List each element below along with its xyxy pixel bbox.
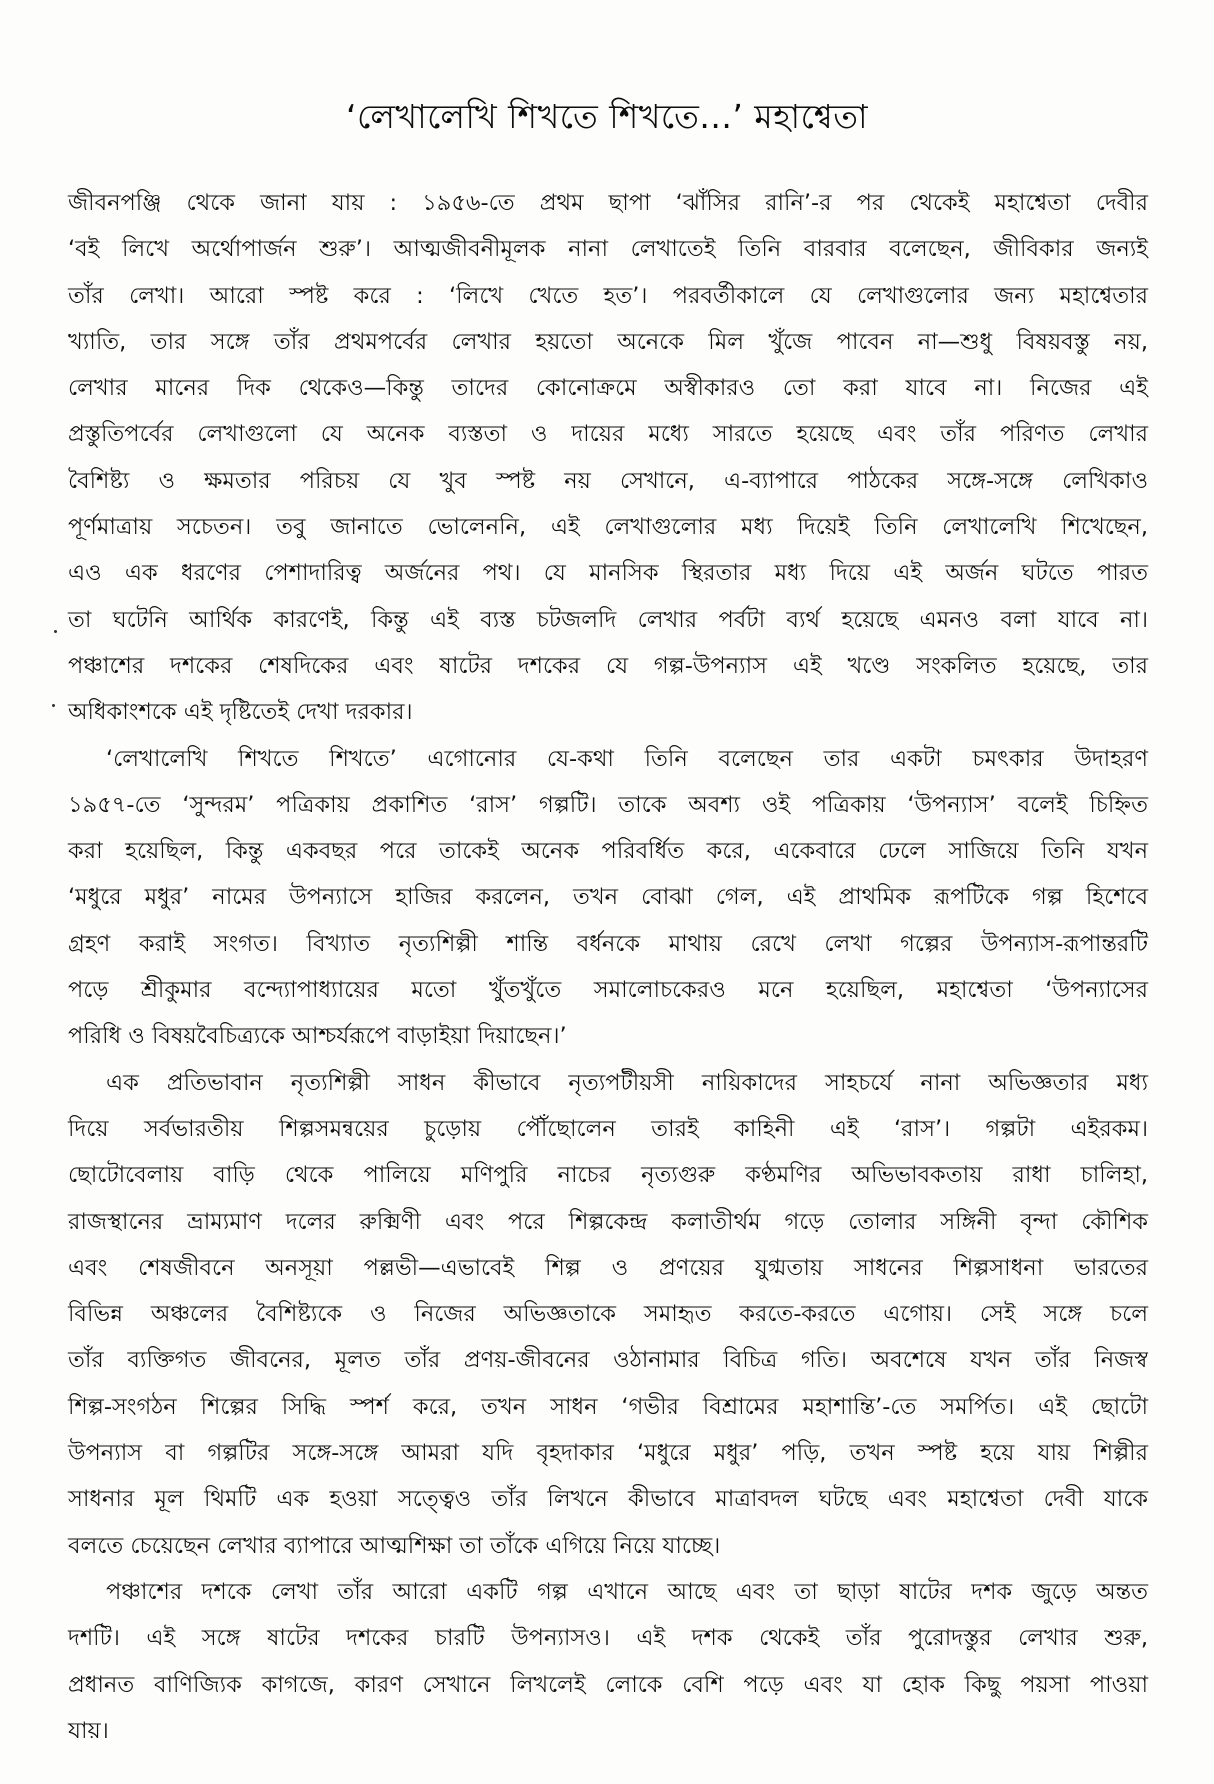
text-line: পঞ্চাশের দশকে লেখা তাঁর আরো একটি গল্প এখানে আছে এবং তা ছাড়া ষাটের দশক জুড়ে অন্তত [106, 1578, 1148, 1605]
text-line: পড়ে শ্রীকুমার বন্দ্যোপাধ্যায়ের মতো খুঁতখুঁতে সমালোচকেরও মনে হয়েছিল, মহাশ্বেতা ‘উপন্যাসের [68, 977, 1148, 1004]
text-line: সাধনার মূল থিমটি এক হওয়া সত্ত্বেও তাঁর লিখনে কীভাবে মাত্রাবদল ঘটছে এবং মহাশ্বেতা দেবী যাকে [68, 1486, 1148, 1513]
text-line: ‘বই লিখে অর্থোপার্জন শুরু’। আত্মজীবনীমূলক নানা লেখাতেই তিনি বারবার বলেছেন, জীবিকার জন্যই [68, 236, 1148, 263]
text-line: রাজস্থানের ভ্রাম্যমাণ দলের রুক্মিণী এবং পরে শিল্পকেন্দ্র কলাতীর্থম গড়ে তোলার সঙ্গিনী বৃন্দা কৌশিক [68, 1208, 1148, 1235]
text-line: ‘লেখালেখি শিখতে শিখতে’ এগোনোর যে-কথা তিনি বলেছেন তার একটা চমৎকার উদাহরণ [106, 745, 1148, 772]
article-body [68, 180, 1148, 1754]
text-line: এক প্রতিভাবান নৃত্যশিল্পী সাধন কীভাবে নৃত্যপটীয়সী নায়িকাদের সাহচর্যে নানা অভিজ্ঞতার মধ্য [106, 1069, 1148, 1096]
paragraph-4 [68, 1569, 1148, 1754]
text-line: তাঁর ব্যক্তিগত জীবনের, মূলত তাঁর প্রণয়-জীবনের ওঠানামার বিচিত্র গতি। অবশেষে যখন তাঁর নিজস্ব [68, 1347, 1148, 1374]
text-line: তাঁর লেখা। আরো স্পষ্ট করে : ‘লিখে খেতে হত’। পরবর্তীকালে যে লেখাগুলোর জন্য মহাশ্বেতার [68, 282, 1148, 309]
text-line: খ্যাতি, তার সঙ্গে তাঁর প্রথমপর্বের লেখার হয়তো অনেকে মিল খুঁজে পাবেন না—শুধু বিষয়বস্তু নয়, [68, 328, 1148, 355]
text-line: বলতে চেয়েছেন লেখার ব্যাপারে আত্মশিক্ষা তা তাঁকে এগিয়ে নিয়ে যাচ্ছে। [68, 1532, 721, 1559]
page-title: ‘লেখালেখি শিখতে শিখতে...’ মহাশ্বেতা [345, 97, 869, 136]
text-line: যায়। [68, 1717, 109, 1744]
text-line: এবং শেষজীবনে অনসূয়া পল্লভী—এভাবেই শিল্প ও প্রণয়ের যুগ্মতায় সাধনের শিল্পসাধনা ভারতের [68, 1254, 1148, 1281]
text-line: ‘মধুরে মধুর’ নামের উপন্যাসে হাজির করলেন, তখন বোঝা গেল, এই প্রাথমিক রূপটিকে গল্প হিশেবে [68, 884, 1148, 911]
text-line: দশটি। এই সঙ্গে ষাটের দশকের চারটি উপন্যাসও। এই দশক থেকেই তাঁর পুরোদস্তুর লেখার শুরু, [68, 1625, 1148, 1652]
text-line: ছোটোবেলায় বাড়ি থেকে পালিয়ে মণিপুরি নাচের নৃত্যগুরু কণ্ঠমণির অভিভাবকতায় রাধা চালিহা, [68, 1162, 1148, 1189]
text-line: লেখার মানের দিক থেকেও—কিন্তু তাদের কোনোক্রমে অস্বীকারও তো করা যাবে না। নিজের এই [68, 375, 1148, 402]
text-line: জীবনপঞ্জি থেকে জানা যায় : ১৯৫৬-তে প্রথম ছাপা ‘ঝাঁসির রানি’-র পর থেকেই মহাশ্বেতা দেবীর [68, 190, 1148, 216]
margin-mark [52, 704, 55, 707]
text-line: প্রস্তুতিপর্বের লেখাগুলো যে অনেক ব্যস্ততা ও দায়ের মধ্যে সারতে হয়েছে এবং তাঁর পরিণত লেখার [68, 421, 1148, 448]
text-line: তা ঘটেনি আর্থিক কারণেই, কিন্তু এই ব্যস্ত চটজলদি লেখার পর্বটা ব্যর্থ হয়েছে এমনও বলা যাবে না। [68, 606, 1148, 633]
text-line: এও এক ধরণের পেশাদারিত্ব অর্জনের পথ। যে মানসিক স্থিরতার মধ্য দিয়ে এই অর্জন ঘটতে পারত [68, 560, 1148, 587]
text-line: পূর্ণমাত্রায় সচেতন। তবু জানাতে ভোলেননি, এই লেখাগুলোর মধ্য দিয়েই তিনি লেখালেখি শিখেছেন, [68, 514, 1148, 541]
margin-mark [54, 630, 57, 633]
text-line: ১৯৫৭-তে ‘সুন্দরম’ পত্রিকায় প্রকাশিত ‘রাস’ গল্পটি। তাকে অবশ্য ওই পত্রিকায় ‘উপন্যাস’ বলেই চিহ্নিত [68, 791, 1148, 818]
text-line: অধিকাংশকে এই দৃষ্টিতেই দেখা দরকার। [68, 699, 413, 726]
paragraph-1 [68, 180, 1148, 736]
text-line: করা হয়েছিল, কিন্তু একবছর পরে তাকেই অনেক পরিবর্ধিত করে, একেবারে ঢেলে সাজিয়ে তিনি যখন [68, 838, 1148, 865]
text-line: উপন্যাস বা গল্পটির সঙ্গে-সঙ্গে আমরা যদি বৃহদাকার ‘মধুরে মধুর’ পড়ি, তখন স্পষ্ট হয়ে যায় শিল্পীর [68, 1440, 1148, 1467]
text-line: গ্রহণ করাই সংগত। বিখ্যাত নৃত্যশিল্পী শান্তি বর্ধনকে মাথায় রেখে লেখা গল্পের উপন্যাস-রূপান্তরটি [68, 930, 1148, 957]
text-line: প্রধানত বাণিজ্যিক কাগজে, কারণ সেখানে লিখলেই লোকে বেশি পড়ে এবং যা হোক কিছু পয়সা পাওয়া [68, 1671, 1148, 1698]
text-line: শিল্প-সংগঠন শিল্পের সিদ্ধি স্পর্শ করে, তখন সাধন ‘গভীর বিশ্রামের মহাশান্তি’-তে সমর্পিত। এই ছোটো [68, 1393, 1148, 1420]
text-line: দিয়ে সর্বভারতীয় শিল্পসমন্বয়ের চুড়োয় পৌঁছোলেন তারই কাহিনী এই ‘রাস’। গল্পটা এইরকম। [68, 1115, 1148, 1142]
paragraph-3 [68, 1060, 1148, 1569]
text-line: বিভিন্ন অঞ্চলের বৈশিষ্ট্যকে ও নিজের অভিজ্ঞতাকে সমাহৃত করতে-করতে এগোয়। সেই সঙ্গে চলে [68, 1301, 1148, 1328]
paragraph-2 [68, 736, 1148, 1060]
text-line: পঞ্চাশের দশকের শেষদিকের এবং ষাটের দশকের যে গল্প-উপন্যাস এই খণ্ডে সংকলিত হয়েছে, তার [68, 652, 1148, 679]
text-line: পরিধি ও বিষয়বৈচিত্র্যকে আশ্চর্যরূপে বাড়াইয়া দিয়াছেন।’ [68, 1023, 567, 1050]
text-line: বৈশিষ্ট্য ও ক্ষমতার পরিচয় যে খুব স্পষ্ট নয় সেখানে, এ-ব্যাপারে পাঠকের সঙ্গে-সঙ্গে লেখিকাও [68, 467, 1148, 494]
